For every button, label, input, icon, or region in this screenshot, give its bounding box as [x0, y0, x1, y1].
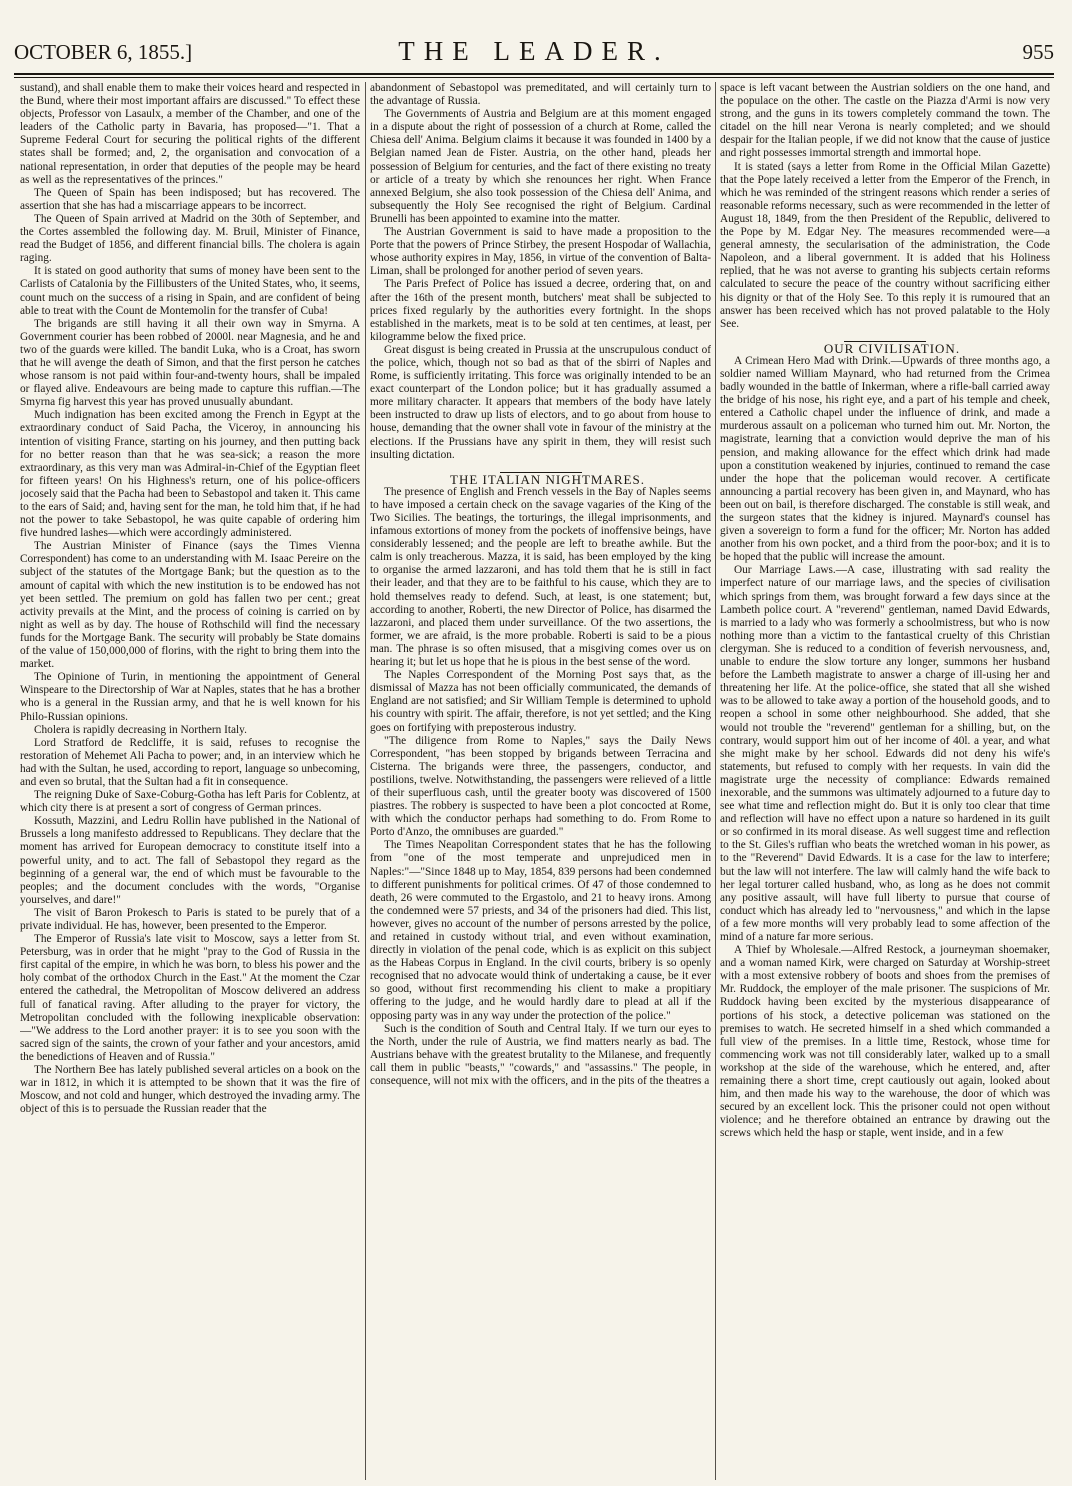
- paragraph: The Queen of Spain arrived at Madrid on the 30th of September, and the Cortes assembled the following day. M. Bruil, Minister of Finance, read the Budget of 1856, and different financial bills. The cholera is again raging.: [20, 212, 360, 265]
- masthead-rule: [14, 73, 1054, 75]
- issue-date: OCTOBER 6, 1855.]: [14, 40, 193, 64]
- paragraph: The presence of English and French vessels in the Bay of Naples seems to have imposed a certain check on the savage vagaries of the King of the Two Sicilies. The beatings, the torturings, the illegal imprisonments, and infamous extortions of money from the pockets of inoffensive beings, have considerably lessened; and the people are left to breathe awhile. But the calm is only treacherous. Mazza, it is said, has been employed by the king to organise the armed lazzaroni, and has told them that he is still in fact their leader, and that they are to be faithful to his cause, which they are to hold themselves ready to defend. Such, at least, is one statement; but, according to another, Roberti, the new Director of Police, has disarmed the lazzaroni, and placed them under surveillance. Of the two assertions, the former, we are afraid, is the more probable. Roberti is said to be a pious man. The phrase is so often misused, that a misgiving comes over us on hearing it; but let us hope that he is pious in the best sense of the word.: [370, 485, 711, 669]
- paragraph: sustand), and shall enable them to make their voices heard and respected in the Bund, where their most important affairs are discussed." To effect these objects, Professor von Lasaulx, a member of the Chamber, and one of the leaders of the Catholic party in Bavaria, has proposed—"1. That a Supreme Federal Court for securing the political rights of the different states shall be formed; and, 2, the organisation and convocation of a national representation, in order that deputies of the people may be heard as well as the representatives of the princes.": [20, 82, 360, 186]
- paragraph: space is left vacant between the Austrian soldiers on the one hand, and the populace on the other. The castle on the Piazza d'Armi is now very strong, and the guns in its towers completely command the town. The citadel on the hill near Verona is nearly completed; and we should despair for the Italian people, if we did not know that the cause of justice and right possesses immortal strength and immortal hope.: [720, 82, 1050, 160]
- column-3: [720, 82, 1050, 1478]
- masthead: [14, 36, 1054, 78]
- section-heading-our-civilisation: OUR CIVILISATION.: [823, 340, 961, 356]
- paragraph: Such is the condition of South and Central Italy. If we turn our eyes to the North, under the rule of Austria, we find matters nearly as bad. The Austrians behave with the greatest brutality to the Milanese, and frequently call them in public "beasts," "cowards," and "assassins." The people, in consequence, will not mix with the officers, and in the pits of the theatres a: [370, 1022, 711, 1088]
- column-divider: [365, 82, 366, 1480]
- paragraph: The Queen of Spain has been indisposed; but has recovered. The assertion that she has had a miscarriage appears to be incorrect.: [20, 186, 360, 212]
- column-divider: [715, 82, 716, 1480]
- paragraph: The Austrian Minister of Finance (says the Times Vienna Correspondent) has come to an understanding with M. Isaac Pereire on the subject of the statutes of the Mortgage Bank; but the question as to the amount of capital with which the new institution is to be endowed has not yet been settled. The premium on gold has fallen two per cent.; great activity prevails at the Mint, and the process of coining is carried on by night as well as by day. The house of Rothschild will find the necessary funds for the Mortgage Bank. The security will probably be State domains of the value of 150,000,000 of florins, with the right to bring them into the market.: [20, 540, 360, 671]
- section-heading-italian-nightmares: THE ITALIAN NIGHTMARES.: [450, 471, 645, 487]
- paragraph: Our Marriage Laws.—A case, illustrating with sad reality the imperfect nature of our marriage laws, and the species of civilisation which springs from them, was brought forward a few days since at the Lambeth police court. A "reverend" gentleman, named David Edwards, is married to a lady who was formerly a schoolmistress, but who is now nothing more than a victim to the fantastical cruelty of this Christian clergyman. She is reduced to a condition of feverish nervousness, and, unable to endure the slow torture any longer, summons her husband before the Lambeth magistrate to answer a charge of ill-using her and threatening her life. At the police-office, she stated that all she wished was to be allowed to take away a portion of the household goods, and to reopen a school in some other neighbourhood. She added, that she would not trouble the "reverend" gentleman for a shilling, but, on the contrary, would support him out of her income of 40l. a year, and what she might make by her school. Edwards did not deny his wife's statements, but refused to comply with her requests. In vain did the magistrate urge the necessity of compliance: Edwards remained inexorable, and the summons was ultimately adjourned to a future day to see what time and reflection might do. But it is only too clear that time and reflection will have no effect upon a nature so hardened in its guilt or so confirmed in its moral disease. As well suggest time and reflection to the St. Giles's ruffian who beats the wretched woman in his power, as to the "Reverend" David Edwards. It is a case for the law to interfere; but the law will not interfere. The law will calmly hand the wife back to her legal torturer called husband, who, as long as he does not commit any positive assault, will have full liberty to pursue that course of conduct which has already led to "nervousness," and which in the lapse of a few more months will very probably lead to some affection of the mind of a nature far more serious.: [720, 564, 1050, 943]
- paragraph: Much indignation has been excited among the French in Egypt at the extraordinary conduct of Said Pacha, the Viceroy, in announcing his intention of visiting France, starting on his journey, and then putting back for no better reason than that he was sea-sick; a reason the more extraordinary, as this very man was Admiral-in-Chief of the Egyptian fleet for fifteen years! On his Highness's return, one of his police-officers jocosely said that the Pacha had been to Sebastopol and taken it. This came to the ears of Said; and, having sent for the man, he told him that, if he had not the power to take Sebastopol, he was quite capable of ordering him five hundred lashes—which were accordingly administered.: [20, 409, 360, 540]
- column-2: [370, 82, 711, 1478]
- paragraph: Great disgust is being created in Prussia at the unscrupulous conduct of the police, which, though not so bad as that of the sbirri of Naples and Rome, is sufficiently irritating. This force was originally intended to be an exact counterpart of the London police; but it has gradually assumed a more military character. It appears that members of the body have lately been instructed to draw up lists of electors, and to go about from house to house, demanding that the owner shall vote in favour of the ministry at the elections. If the Prussians have any spirit in them, they will resist such insulting dictation.: [370, 343, 711, 461]
- paragraph: A Thief by Wholesale.—Alfred Restock, a journeyman shoemaker, and a woman named Kirk, were charged on Saturday at Worship-street with a most extensive robbery of boots and shoes from the premises of Mr. Ruddock, the employer of the male prisoner. The suspicions of Mr. Ruddock having been excited by the mysterious disappearance of portions of his stock, a detective policeman was stationed on the premises to watch. He secreted himself in a shed which commanded a full view of the premises. In a little time, Restock, whose time for commencing work was not till considerably later, walked up to a small workshop at the side of the warehouse, which he entered, and, after remaining there a short time, crept cautiously out again, looked about him, and then made his way to the warehouse, the door of which was secured by an excellent lock. This the prisoner could not open without violence; and he therefore obtained an entrance by drawing out the screws which held the hasp or staple, went inside, and in a few: [720, 944, 1050, 1140]
- paragraph: The Paris Prefect of Police has issued a decree, ordering that, on and after the 16th of the present month, butchers' meat shall be subjected to prices fixed regularly by the authorities every fortnight. In the shops established in the markets, meat is to be sold at ten centimes, at least, per kilogramme below the fixed price.: [370, 278, 711, 343]
- paragraph: The visit of Baron Prokesch to Paris is stated to be purely that of a private individual. He has, however, been presented to the Emperor.: [20, 906, 360, 932]
- column-1: [20, 82, 360, 1478]
- paragraph: The Austrian Government is said to have made a proposition to the Porte that the powers of Prince Stirbey, the present Hospodar of Wallachia, whose authority expires in May, 1856, in virtue of the convention of Balta-Liman, shall be prolonged for another period of seven years.: [370, 226, 711, 278]
- paragraph: The Naples Correspondent of the Morning Post says that, as the dismissal of Mazza has not been officially communicated, the demands of England are not satisfied; and Sir William Temple is determined to uphold his country with spirit. The affair, therefore, is not yet settled; and the King goes on fortifying with preposterous industry.: [370, 669, 711, 734]
- paragraph: Lord Stratford de Redcliffe, it is said, refuses to recognise the restoration of Mehemet Ali Pacha to power; and, in an interview which he had with the Sultan, he used, according to report, language so unbecoming, and even so brutal, that the Sultan had a fit in consequence.: [20, 736, 360, 788]
- paragraph: The Times Neapolitan Correspondent states that he has the following from "one of the most temperate and unprejudiced men in Naples:"—"Since 1848 up to May, 1854, 839 persons had been condemned to different punishments for political crimes. Of 47 of those condemned to death, 26 were commuted to the Ergastolo, and 21 to heavy irons. Among the condemned were 57 priests, and 34 of the prisoners had died. This list, however, gives no account of the number of persons arrested by the police, and retained in custody without trial, and even without examination, directly in violation of the penal code, which is as explicit on this subject as the Habeas Corpus in England. In the civil courts, bribery is so openly recognised that no advocate would think of undertaking a cause, be it ever so good, without first recommending his client to make a propitiary offering to the judge, and he would hardly dare to plead at all if the opposing party was in any way under the protection of the police.": [370, 839, 711, 1022]
- paragraph: The reigning Duke of Saxe-Coburg-Gotha has left Paris for Coblentz, at which city there is at present a sort of congress of German princes.: [20, 789, 360, 815]
- paragraph: The Opinione of Turin, in mentioning the appointment of General Winspeare to the Directorship of War at Naples, states that he has a brother who is a general in the Russian army, and that he is well known for his Philo-Russian opinions.: [20, 671, 360, 723]
- paragraph: Cholera is rapidly decreasing in Northern Italy.: [34, 723, 247, 736]
- paragraph: The Emperor of Russia's late visit to Moscow, says a letter from St. Petersburg, was in order that he might "pray to the God of Russia in the first capital of the empire, in which he was born, to bless his power and the holy combat of the orthodox Church in the East." At the moment the Czar entered the cathedral, the Metropolitan of Moscow delivered an address full of fanatical raving. After alluding to the prayer for victory, the Metropolitan concluded with the following inexplicable observation:—"We address to the Lord another prayer: it is to see you soon with the sacred sign of the saints, the crown of your father and your ancestors, amid the benedictions of Heaven and of Russia.": [20, 933, 360, 1063]
- masthead-rule-thin: [14, 77, 1054, 78]
- paragraph: The Northern Bee has lately published several articles on a book on the war in 1812, in which it is attempted to be shown that it was the fire of Moscow, and not cold and hunger, which destroyed the invading army. The object of this is to persuade the Russian reader that the: [20, 1064, 360, 1116]
- paragraph: "The diligence from Rome to Naples," says the Daily News Correspondent, "has been stopped by brigands between Terracina and Cisterna. The brigands were three, the passengers, conductor, and postilions, twelve. Notwithstanding, the passengers were relieved of a little of their superfluous cash, until the greater booty was discovered of 1500 piastres. The robbery is suspected to have been a plot concocted at Rome, with which the conductor perhaps had something to do. From Rome to Porto d'Anzo, the omnibuses are guarded.": [370, 734, 711, 839]
- paragraph: Kossuth, Mazzini, and Ledru Rollin have published in the National of Brussels a long manifesto addressed to Republicans. They declare that the moment has arrived for European democracy to constitute itself into a powerful unity, and to act. The fall of Sebastopol they regard as the beginning of a general war, the end of which must be favourable to the peoples; and the document concludes with the words, "Organise yourselves, and dare!": [20, 815, 360, 906]
- paragraph: The brigands are still having it all their own way in Smyrna. A Government courier has been robbed of 2000l. near Magnesia, and he and two of the guards were killed. The bandit Luka, who is a Croat, has sworn that he will avenge the death of Simon, and that the first person he catches whose ransom is not paid within four-and-twenty hours, shall be impaled or flayed alive. Endeavours are being made to capture this ruffian.—The Smyrna fig harvest this year has proved unusually abundant.: [20, 317, 360, 409]
- paragraph: It is stated on good authority that sums of money have been sent to the Carlists of Catalonia by the Fillibusters of the United States, who, it seems, count much on the success of a rising in Spain, and are confident of being able to treat with the Count de Montemolin for the transfer of Cuba!: [20, 265, 360, 317]
- paragraph: The Governments of Austria and Belgium are at this moment engaged in a dispute about the right of possession of a church at Rome, called the Chiesa dell' Anima. Belgium claims it because it was founded in 1400 by a Belgian named Jean de Fister. Austria, on the other hand, pleads her possession of Belgium for centuries, and the fact of there existing no treaty or article of a treaty by which she renounces her right. When France annexed Belgium, she also took possession of the Chiesa dell' Anima, and subsequently the Holy See recognised the right of Belgium. Cardinal Brunelli has been appointed to examine into the matter.: [370, 108, 711, 225]
- paragraph: abandonment of Sebastopol was premeditated, and will certainly turn to the advantage of Russia.: [370, 82, 711, 108]
- newspaper-title: THE LEADER.: [398, 36, 670, 66]
- page-number: 955: [1022, 40, 1054, 64]
- paragraph: It is stated (says a letter from Rome in the Official Milan Gazette) that the Pope lately received a letter from the Emperor of the French, in which he was reminded of the stringent reasons which render a series of reasonable reforms necessary, such as were recommended in the letter of August 18, 1849, from the then President of the Republic, delivered to the Pope by M. Edgar Ney. The measures recommended were—a general amnesty, the secularisation of the administration, the Code Napoleon, and a liberal government. It is added that his Holiness replied, that he was not averse to granting his subjects certain reforms calculated to secure the peace of the country without sacrificing either his dignity or that of the Holy See. To this reply it is rumoured that an answer has been received which has not proved palatable to the Holy See.: [720, 160, 1050, 330]
- paragraph: A Crimean Hero Mad with Drink.—Upwards of three months ago, a soldier named William Maynard, who had returned from the Crimea badly wounded in the battle of Inkerman, where a rifle-ball carried away the bridge of his nose, his right eye, and a part of his temple and cheek, entered a Catholic chapel under the influence of drink, and made a murderous assault on a policeman who turned him out. Mr. Norton, the magistrate, learning that a conviction would deprive the man of his pension, and making allowance for the effect which drink had made upon a constitution weakened by injuries, continued to remand the case under the hope that the policeman would recover. A certificate announcing a partial recovery has been given in, and Maynard, who has been out on bail, is therefore discharged. The constable is still weak, and the surgeon states that the kidney is injured. Maynard's counsel has given a sovereign to form a fund for the officer; Mr. Norton has added another from his own pocket, and a third from the poor-box; and it is to be hoped that the public will increase the amount.: [720, 354, 1050, 564]
